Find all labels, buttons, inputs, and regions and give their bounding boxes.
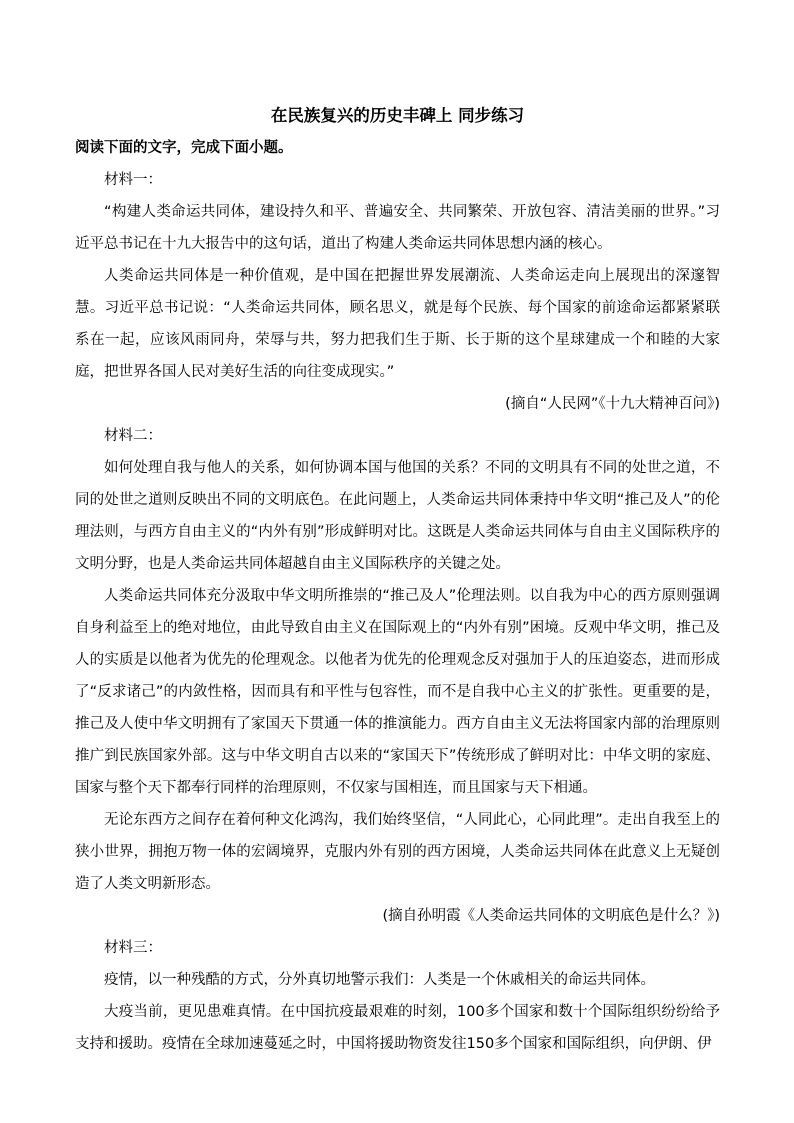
material-3-paragraph-1: 疫情，以一种残酷的方式，分外真切地警示我们：人类是一个休戚相关的命运共同体。 <box>104 972 655 988</box>
material-2-paragraph-2: 人类命运共同体充分汲取中华文明所推崇的“推己及人”伦理法则。以自我为中心的西方原则强调自身利益至上的绝对地位，由此导致自由主义在国际观上的“内外有别”困境。反观中华文明，推己及人的实质是以他者为优先的伦理观念。以他者为优先的伦理观念反对强加于人的压迫姿态，进而形成了“反求诸己”的内敛性格，因而具有和平性与包容性，而不是自我中心主义的扩张性。更重要的是，推己及人使中华文明拥有了家国天下贯通一体的推演能力。西方自由主义无法将国家内部的治理原则推广到民族国家外部。这与中华文明自古以来的“家国天下”传统形成了鲜明对比：中华文明的家庭、国家与整个天下都奉行同样的治理原则，不仅家与国相连，而且国家与天下相通。 <box>75 588 720 796</box>
material-2-paragraph-3: 无论东西方之间存在着何种文化鸿沟，我们始终坚信，“人同此心，心同此理”。走出自我至上的狭小世界，拥抱万物一体的宏阔境界，克服内外有别的西方困境，人类命运共同体在此意义上无疑创造了人类文明新形态。 <box>75 812 720 892</box>
material-1-label: 材料一： <box>104 172 162 188</box>
material-1-paragraph-1: “构建人类命运共同体，建设持久和平、普遍安全、共同繁荣、开放包容、清洁美丽的世界。”习近平总书记在十九大报告中的这句话，道出了构建人类命运共同体思想内涵的核心。 <box>75 204 720 252</box>
material-2-paragraph-1: 如何处理自我与他人的关系，如何协调本国与他国的关系？不同的文明具有不同的处世之道，不同的处世之道则反映出不同的文明底色。在此问题上，人类命运共同体秉持中华文明“推己及人”的伦理法则，与西方自由主义的“内外有别”形成鲜明对比。这既是人类命运共同体与自由主义国际秩序的文明分野，也是人类命运共同体超越自由主义国际秩序的关键之处。 <box>75 460 720 572</box>
document-page <box>75 100 720 1060</box>
material-2-source: (摘自孙明霞《人类命运共同体的文明底色是什么？》) <box>382 908 720 924</box>
material-3-label: 材料三： <box>104 940 162 956</box>
document-title: 在民族复兴的历史丰碑上 同步练习 <box>270 106 525 125</box>
reading-instruction: 阅读下面的文字，完成下面小题。 <box>75 140 293 156</box>
material-1-source: (摘自“人民网”《十九大精神百问》) <box>505 396 720 412</box>
material-2-label: 材料二： <box>104 428 162 444</box>
material-1-paragraph-2: 人类命运共同体是一种价值观，是中国在把握世界发展潮流、人类命运走向上展现出的深邃智慧。习近平总书记说：“人类命运共同体，顾名思义，就是每个民族、每个国家的前途命运都紧紧联系在一起，应该风雨同舟，荣辱与共，努力把我们生于斯、长于斯的这个星球建成一个和睦的大家庭，把世界各国人民对美好生活的向往变成现实。” <box>75 268 720 380</box>
material-3-paragraph-2: 大疫当前，更见患难真情。在中国抗疫最艰难的时刻，100多个国家和数十个国际组织纷纷给予支持和援助。疫情在全球加速蔓延之时，中国将援助物资发往150多个国家和国际组织，向伊朗、伊 <box>75 1004 720 1052</box>
